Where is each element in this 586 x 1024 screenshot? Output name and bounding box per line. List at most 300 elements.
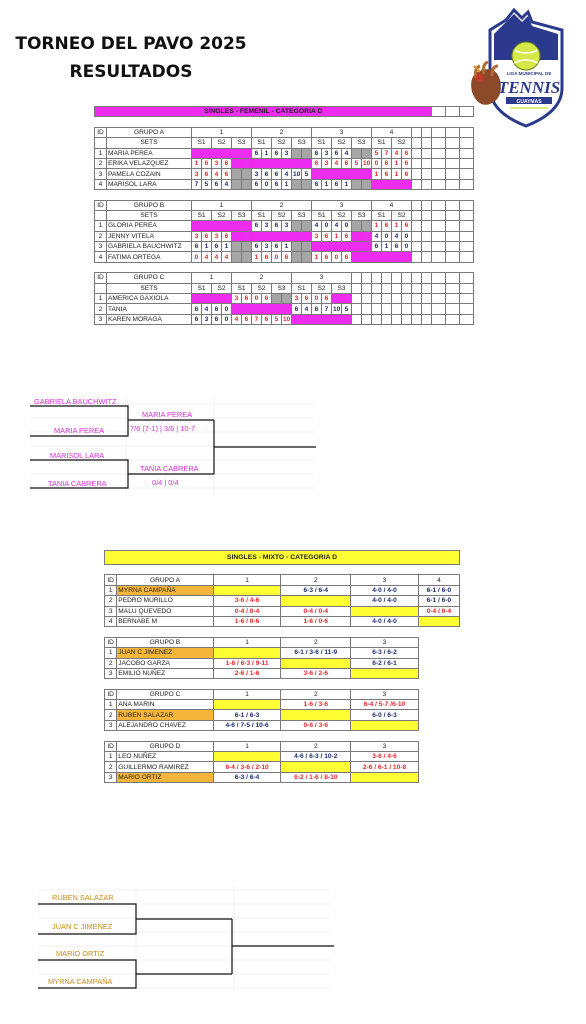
empty-cell — [446, 148, 460, 158]
set-header: S2 — [272, 210, 292, 220]
empty-cell — [412, 283, 422, 293]
score-cell — [242, 231, 252, 241]
group-col-header: 3 — [351, 575, 419, 585]
player-id: 2 — [105, 658, 117, 668]
empty-cell — [432, 294, 446, 304]
score-cell — [351, 720, 419, 730]
sets-label: SETS — [107, 138, 192, 148]
set-header: S1 — [252, 210, 272, 220]
table-row — [105, 772, 460, 782]
empty-cell — [460, 273, 474, 283]
empty-cell — [412, 179, 422, 189]
score-cell — [292, 148, 302, 158]
player-id: 1 — [95, 148, 107, 158]
empty-cell — [372, 283, 382, 293]
score-cell — [342, 294, 352, 304]
score-cell: 6-4 / 5-7 /6-10 — [351, 700, 419, 710]
score-cell: 1-6 / 0-6 — [281, 616, 351, 626]
player-name: ERIKA VELAZQUEZ — [107, 158, 192, 168]
player-name: GUILLERMO RAMIREZ — [117, 762, 213, 772]
table-row — [105, 710, 460, 720]
group-col-header: 2 — [281, 741, 351, 751]
set-header: S2 — [392, 138, 412, 148]
empty-cell — [402, 283, 412, 293]
score-cell: 4-0 / 4-0 — [351, 596, 419, 606]
empty-cell — [432, 158, 446, 168]
empty-cell — [412, 314, 422, 324]
empty-cell — [412, 158, 422, 168]
player-name: PEDRO MURILLO — [117, 596, 213, 606]
empty-cell — [422, 314, 432, 324]
score-cell — [418, 616, 459, 626]
score-cell: 6 — [212, 179, 222, 189]
score-cell: 3 — [252, 169, 262, 179]
empty-cell — [460, 148, 474, 158]
score-cell: 1 — [222, 242, 232, 252]
group-col-header: 2 — [252, 127, 312, 137]
score-cell — [302, 148, 312, 158]
set-header: S3 — [232, 210, 252, 220]
empty-cell — [418, 700, 459, 710]
score-cell — [281, 658, 351, 668]
score-cell: 4 — [232, 314, 242, 324]
empty-cell — [446, 158, 460, 168]
score-cell: 6 — [322, 252, 332, 262]
table-row — [95, 252, 474, 262]
table-row — [95, 304, 474, 314]
table-row — [95, 179, 474, 189]
self-match-cell — [372, 252, 412, 262]
score-cell: 6 — [212, 314, 222, 324]
score-cell: 1-6 / 3-6 — [281, 700, 351, 710]
empty-cell — [418, 762, 459, 772]
score-cell: 6-3 / 6-2 — [351, 648, 419, 658]
score-cell: 1-6 / 6-3 / 9-11 — [213, 658, 281, 668]
score-cell: 6-3 / 6-4 — [213, 772, 281, 782]
score-cell: 3 — [322, 148, 332, 158]
empty-cell — [422, 252, 432, 262]
score-cell: 3-6 / 4-6 — [351, 752, 419, 762]
score-cell: 0 — [402, 242, 412, 252]
score-cell — [352, 179, 362, 189]
score-cell — [213, 585, 281, 595]
empty-cell — [392, 273, 402, 283]
score-cell: 0-6 / 3-6 — [281, 720, 351, 730]
score-cell: 3-6 / 2-6 — [281, 668, 351, 678]
group-label: GRUPO D — [117, 741, 213, 751]
empty-cell — [382, 283, 392, 293]
score-cell — [281, 710, 351, 720]
empty-cell — [382, 273, 392, 283]
score-cell — [302, 252, 312, 262]
score-cell: 3 — [322, 158, 332, 168]
id-header: ID — [95, 127, 107, 137]
score-cell: 6 — [222, 231, 232, 241]
score-cell: 3-6 / 4-6 — [213, 596, 281, 606]
id-header: ID — [105, 741, 117, 751]
player-name: LEO NUÑEZ — [117, 752, 213, 762]
empty-cell — [412, 200, 422, 210]
empty-cell — [446, 273, 460, 283]
empty-cell — [412, 242, 422, 252]
empty-cell — [432, 304, 446, 314]
empty-cell — [352, 273, 362, 283]
empty-cell — [412, 169, 422, 179]
player-id: 4 — [95, 179, 107, 189]
empty-cell — [422, 242, 432, 252]
score-cell: 5 — [272, 314, 282, 324]
score-cell: 6 — [202, 158, 212, 168]
empty-cell — [412, 252, 422, 262]
table-row — [95, 169, 474, 179]
score-cell: 4 — [222, 179, 232, 189]
empty-cell — [422, 294, 432, 304]
group-col-header: 2 — [281, 637, 351, 647]
femenil-results-table — [94, 106, 474, 335]
player-id: 3 — [105, 668, 117, 678]
empty-cell — [446, 252, 460, 262]
empty-cell — [446, 231, 460, 241]
femenil-bracket — [30, 396, 320, 500]
score-cell: 4 — [372, 231, 382, 241]
score-cell: 6 — [262, 294, 272, 304]
set-header: S2 — [312, 283, 332, 293]
group-col-header: 3 — [292, 273, 352, 283]
empty-cell — [432, 252, 446, 262]
score-cell: 4 — [332, 158, 342, 168]
empty-cell — [446, 242, 460, 252]
table-row — [105, 585, 460, 595]
player-name: MYRNA CAMPAÑA — [117, 585, 213, 595]
player-name: FATIMA ORTEGA — [107, 252, 192, 262]
score-cell — [302, 242, 312, 252]
player-id: 1 — [105, 700, 117, 710]
empty-cell — [372, 314, 382, 324]
score-cell: 1 — [372, 169, 382, 179]
score-cell: 0 — [222, 314, 232, 324]
score-cell: 6 — [262, 169, 272, 179]
score-cell: 6 — [202, 169, 212, 179]
empty-cell — [372, 304, 382, 314]
score-cell: 4 — [212, 252, 222, 262]
group-col-header: 1 — [213, 637, 281, 647]
player-name: MALU QUEVEDO — [117, 606, 213, 616]
group-col-header: 3 — [351, 637, 419, 647]
table-row — [95, 158, 474, 168]
empty-cell — [352, 314, 362, 324]
score-cell: 6 — [242, 314, 252, 324]
empty-cell — [95, 283, 107, 293]
score-cell: 1 — [332, 231, 342, 241]
mixto-bracket — [38, 886, 338, 996]
score-cell: 6-0 / 6-3 — [351, 710, 419, 720]
score-cell: 6 — [212, 242, 222, 252]
score-cell: 6 — [272, 179, 282, 189]
score-cell — [232, 231, 242, 241]
score-cell: 6 — [252, 179, 262, 189]
score-cell: 1 — [322, 179, 332, 189]
group-col-header: 2 — [281, 575, 351, 585]
score-cell: 6 — [262, 314, 272, 324]
score-cell: 6 — [262, 252, 272, 262]
score-cell — [351, 668, 419, 678]
score-cell: 6 — [312, 158, 322, 168]
score-cell: 4 — [342, 148, 352, 158]
score-cell: 5 — [352, 158, 362, 168]
player-id: 3 — [105, 720, 117, 730]
self-match-cell — [372, 179, 412, 189]
score-cell: 4 — [282, 169, 292, 179]
player-id: 2 — [105, 596, 117, 606]
score-cell: 3 — [212, 231, 222, 241]
score-cell — [282, 294, 292, 304]
score-cell: 3 — [262, 221, 272, 231]
empty-cell — [446, 221, 460, 231]
score-cell: 4 — [302, 304, 312, 314]
score-cell: 10 — [333, 305, 341, 313]
score-cell: 6 — [382, 158, 392, 168]
score-cell — [362, 179, 372, 189]
score-cell — [352, 252, 362, 262]
empty-cell — [402, 314, 412, 324]
score-cell — [302, 179, 312, 189]
empty-cell — [422, 200, 432, 210]
empty-cell — [422, 148, 432, 158]
player-id: 2 — [95, 158, 107, 168]
group-col-header: 4 — [372, 200, 412, 210]
score-cell: 0 — [332, 252, 342, 262]
score-cell: 1 — [192, 158, 202, 168]
empty-cell — [362, 283, 372, 293]
player-name: MARIA PEREA — [107, 148, 192, 158]
score-cell: 1 — [312, 252, 322, 262]
score-cell: 0 — [382, 231, 392, 241]
score-cell: 6 — [342, 231, 352, 241]
femenil-bracket-winner-1: MARIA PEREA — [142, 410, 193, 419]
score-cell: 4 — [212, 169, 222, 179]
empty-cell — [422, 210, 432, 220]
id-header: ID — [105, 637, 117, 647]
empty-cell — [460, 314, 474, 324]
player-id: 3 — [105, 606, 117, 616]
score-cell — [332, 294, 342, 304]
score-cell: 1-6 / 0-6 — [213, 616, 281, 626]
empty-cell — [372, 294, 382, 304]
score-cell: 6-3 / 6-4 — [281, 585, 351, 595]
empty-cell — [422, 283, 432, 293]
score-cell: 0-4 / 0-4 — [418, 606, 459, 616]
score-cell: 0 — [222, 304, 232, 314]
empty-cell — [392, 294, 402, 304]
score-cell: 6 — [272, 221, 282, 231]
empty-cell — [460, 179, 474, 189]
set-header: S3 — [352, 138, 372, 148]
score-cell: 6 — [322, 231, 332, 241]
score-cell: 4-6 / 6-3 / 10-2 — [281, 752, 351, 762]
set-header: S1 — [192, 283, 212, 293]
score-cell: 4 — [222, 252, 232, 262]
set-header: S3 — [332, 283, 352, 293]
table-row — [105, 658, 460, 668]
score-cell: 0 — [402, 231, 412, 241]
score-cell: 6 — [382, 169, 392, 179]
score-cell: 3 — [312, 231, 322, 241]
player-name: ANA MARIN — [117, 700, 213, 710]
score-cell: 4 — [332, 221, 342, 231]
empty-cell — [402, 294, 412, 304]
logo-top-text: LIGA MUNICIPAL DE — [506, 71, 552, 76]
group-col-header: 3 — [312, 127, 372, 137]
empty-cell — [432, 242, 446, 252]
empty-cell — [382, 314, 392, 324]
score-cell: 6-4 / 3-6 / 2-10 — [213, 762, 281, 772]
score-cell: 4 — [312, 221, 322, 231]
empty-cell — [460, 158, 474, 168]
empty-cell — [382, 294, 392, 304]
empty-cell — [422, 138, 432, 148]
score-cell: 3 — [192, 231, 202, 241]
score-cell: 6 — [252, 242, 262, 252]
id-header: ID — [105, 575, 117, 585]
player-id: 1 — [95, 221, 107, 231]
table-row — [95, 242, 474, 252]
score-cell: 6 — [392, 242, 402, 252]
empty-cell — [362, 273, 372, 283]
empty-cell — [446, 210, 460, 220]
empty-cell — [432, 138, 446, 148]
score-cell: 3 — [212, 158, 222, 168]
group-col-header: 4 — [418, 575, 459, 585]
player-name: KAREN MORAGA — [107, 314, 192, 324]
set-header: S3 — [232, 138, 252, 148]
score-cell: 0 — [322, 221, 332, 231]
score-cell — [302, 221, 312, 231]
score-cell — [292, 252, 302, 262]
set-header: S3 — [272, 283, 292, 293]
score-cell — [281, 596, 351, 606]
score-cell: 10 — [293, 170, 301, 178]
score-cell: 6 — [332, 148, 342, 158]
score-cell: 6 — [272, 148, 282, 158]
score-cell: 6 — [212, 304, 222, 314]
logo-bottom-text: GUAYMAS — [516, 99, 542, 105]
score-cell: 6 — [372, 242, 382, 252]
score-cell — [351, 772, 419, 782]
group-label: GRUPO B — [117, 637, 213, 647]
player-id: 2 — [105, 710, 117, 720]
score-cell: 6 — [222, 169, 232, 179]
empty-cell — [446, 200, 460, 210]
score-cell — [242, 179, 252, 189]
empty-cell — [418, 668, 459, 678]
empty-cell — [446, 127, 460, 137]
empty-cell — [422, 158, 432, 168]
empty-cell — [372, 273, 382, 283]
sets-label: SETS — [107, 283, 192, 293]
player-id: 4 — [95, 252, 107, 262]
score-cell — [232, 242, 242, 252]
set-header: S2 — [252, 283, 272, 293]
player-name: GLORIA PEREA — [107, 221, 192, 231]
score-cell — [242, 158, 252, 168]
table-row — [95, 221, 474, 231]
empty-cell — [422, 169, 432, 179]
score-cell: 6 — [342, 158, 352, 168]
score-cell: 4-6 / 7-5 / 10-6 — [213, 720, 281, 730]
player-name: JENNY VITELA — [107, 231, 192, 241]
group-col-header: 2 — [232, 273, 292, 283]
empty-cell — [412, 148, 422, 158]
score-cell: 6-2 / 6-1 — [351, 658, 419, 668]
score-cell — [292, 221, 302, 231]
self-match-cell — [292, 314, 352, 324]
empty-cell — [418, 741, 459, 751]
empty-cell — [422, 273, 432, 283]
empty-cell — [422, 127, 432, 137]
set-header: S1 — [252, 138, 272, 148]
score-cell: 6 — [252, 148, 262, 158]
id-header: ID — [105, 689, 117, 699]
table-row — [105, 762, 460, 772]
set-header: S1 — [372, 210, 392, 220]
player-name: PAMELA COZAIN — [107, 169, 192, 179]
empty-cell — [432, 169, 446, 179]
score-cell: 0-4 / 0-4 — [281, 606, 351, 616]
score-cell: 6 — [272, 169, 282, 179]
player-name: MARIO ORTIZ — [117, 772, 213, 782]
group-label: GRUPO C — [117, 689, 213, 699]
score-cell: 0 — [272, 252, 282, 262]
score-cell: 6 — [252, 221, 262, 231]
player-id: 2 — [105, 762, 117, 772]
empty-cell — [460, 210, 474, 220]
score-cell: 1 — [202, 242, 212, 252]
player-id: 2 — [95, 231, 107, 241]
score-cell: 6 — [192, 314, 202, 324]
score-cell: 3 — [202, 314, 212, 324]
score-cell: 0 — [192, 252, 202, 262]
score-cell: 6 — [192, 242, 202, 252]
set-header: S3 — [292, 138, 312, 148]
empty-cell — [446, 314, 460, 324]
player-id: 1 — [105, 648, 117, 658]
score-cell: 6 — [302, 294, 312, 304]
group-col-header: 3 — [312, 200, 372, 210]
score-cell: 6 — [312, 179, 322, 189]
empty-cell — [432, 221, 446, 231]
score-cell: 3 — [262, 242, 272, 252]
player-id: 3 — [95, 314, 107, 324]
set-header: S1 — [192, 210, 212, 220]
score-cell: 7 — [192, 179, 202, 189]
group-label: GRUPO A — [117, 575, 213, 585]
score-cell: 1 — [372, 221, 382, 231]
score-cell: 0 — [312, 294, 322, 304]
empty-cell — [446, 283, 460, 293]
score-cell — [272, 294, 282, 304]
score-cell: 1 — [282, 242, 292, 252]
group-col-header: 1 — [192, 273, 232, 283]
set-header: S2 — [332, 138, 352, 148]
score-cell: 3 — [292, 294, 302, 304]
score-cell: 0-4 / 0-4 — [213, 606, 281, 616]
set-header: S1 — [372, 138, 392, 148]
empty-cell — [412, 273, 422, 283]
group-col-header: 1 — [213, 689, 281, 699]
score-cell: 4-0 / 4-0 — [351, 616, 419, 626]
table-row — [95, 314, 474, 324]
empty-cell — [352, 304, 362, 314]
